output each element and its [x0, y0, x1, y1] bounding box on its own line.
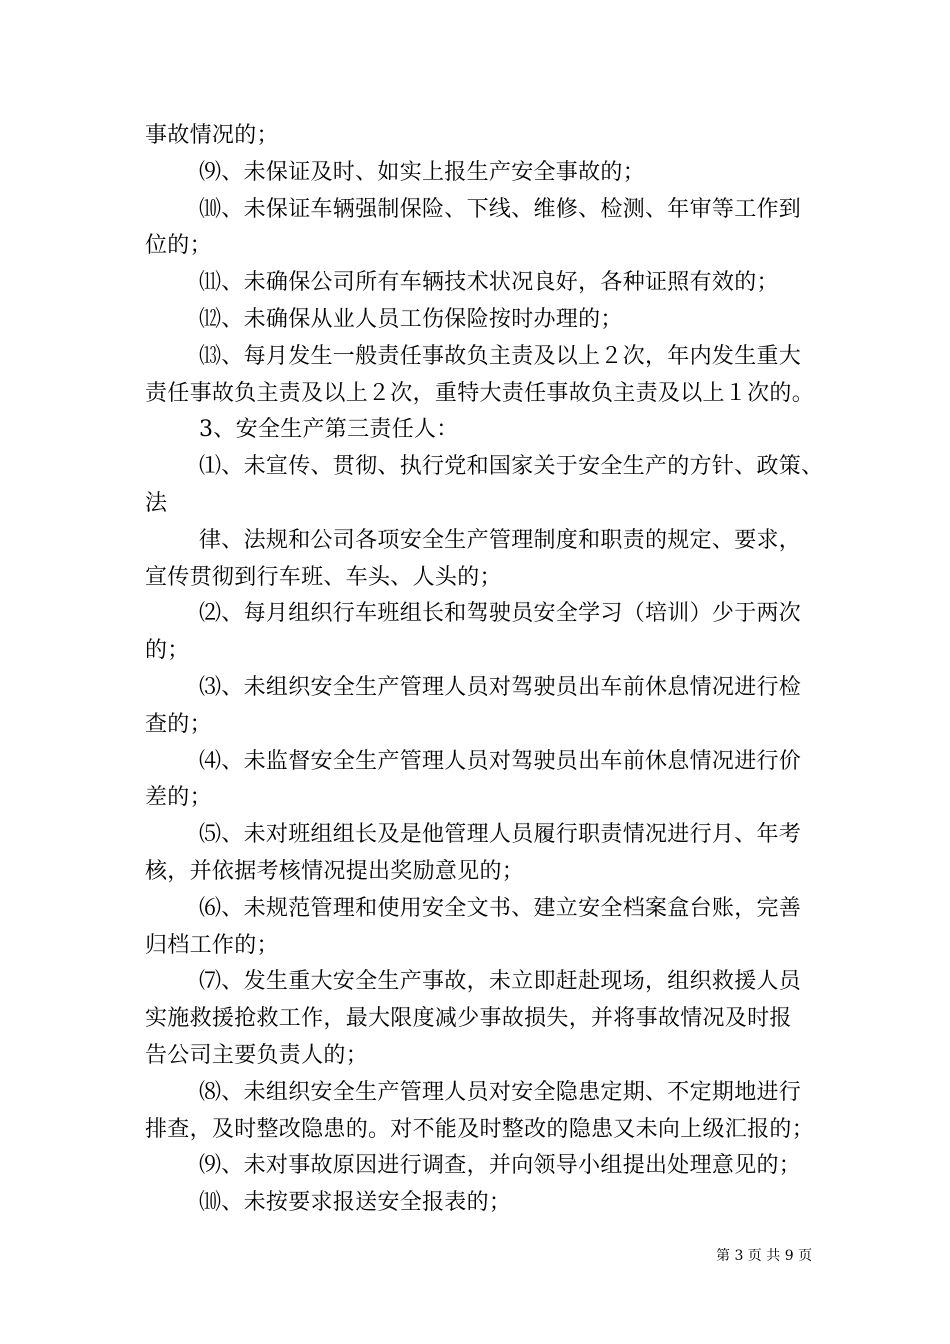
text-line: 实施救援抢救工作，最大限度减少事故损失，并将事故情况及时报	[145, 1006, 792, 1032]
text-line: ⑺、发生重大安全生产事故，未立即赶赴现场，组织救援人员	[199, 969, 802, 995]
text-line: ⑼、未保证及时、如实上报生产安全事故的；	[199, 159, 646, 185]
text-line: 查的；	[145, 711, 212, 737]
text-line: ⒀、每月发生一般责任事故负主责及以上２次，年内发生重大	[199, 343, 802, 369]
text-line: 法	[145, 490, 168, 516]
text-line: 律、法规和公司各项安全生产管理制度和职责的规定、要求，	[199, 527, 802, 553]
text-line: 宣传贯彻到行车班、车头、人头的；	[145, 564, 502, 590]
text-line: 告公司主要负责人的；	[145, 1042, 369, 1068]
text-line: ⑽、未保证车辆强制保险、下线、维修、检测、年审等工作到	[199, 196, 802, 222]
page-footer: 第 3 页 共 9 页	[716, 1248, 813, 1264]
text-line: 归档工作的；	[145, 932, 279, 958]
text-line: ⑼、未对事故原因进行调查，并向领导小组提出处理意见的；	[199, 1153, 802, 1179]
text-line: ⑶、未组织安全生产管理人员对驾驶员出车前休息情况进行检	[199, 674, 802, 700]
text-line: 3、安全生产第三责任人：	[199, 417, 459, 443]
text-line: ⑽、未按要求报送安全报表的；	[199, 1190, 512, 1216]
text-line: ⑴、未宣传、贯彻、执行党和国家关于安全生产的方针、政策、	[199, 454, 824, 480]
text-line: 责任事故负主责及以上２次，重特大责任事故负主责及以上１次的。	[145, 380, 815, 406]
text-line: 排查，及时整改隐患的。对不能及时整改的隐患又未向上级汇报的；	[145, 1116, 815, 1142]
text-line: ⑹、未规范管理和使用安全文书、建立安全档案盒台账，完善	[199, 895, 802, 921]
text-line: ⑵、每月组织行车班组长和驾驶员安全学习（培训）少于两次	[199, 601, 802, 627]
text-line: ⑾、未确保公司所有车辆技术状况良好，各种证照有效的；	[199, 270, 779, 296]
text-line: ⑻、未组织安全生产管理人员对安全隐患定期、不定期地进行	[199, 1079, 802, 1105]
text-line: 核，并依据考核情况提出奖励意见的；	[145, 858, 525, 884]
text-line: 的；	[145, 638, 190, 664]
text-line: ⑷、未监督安全生产管理人员对驾驶员出车前休息情况进行价	[199, 748, 802, 774]
text-line: 位的；	[145, 233, 212, 259]
text-line: ⑸、未对班组组长及是他管理人员履行职责情况进行月、年考	[199, 822, 802, 848]
text-line: ⑿、未确保从业人员工伤保险按时办理的；	[199, 306, 623, 332]
body-text	[145, 118, 825, 1222]
text-line: 事故情况的；	[145, 123, 279, 148]
text-line: 差的；	[145, 785, 212, 811]
